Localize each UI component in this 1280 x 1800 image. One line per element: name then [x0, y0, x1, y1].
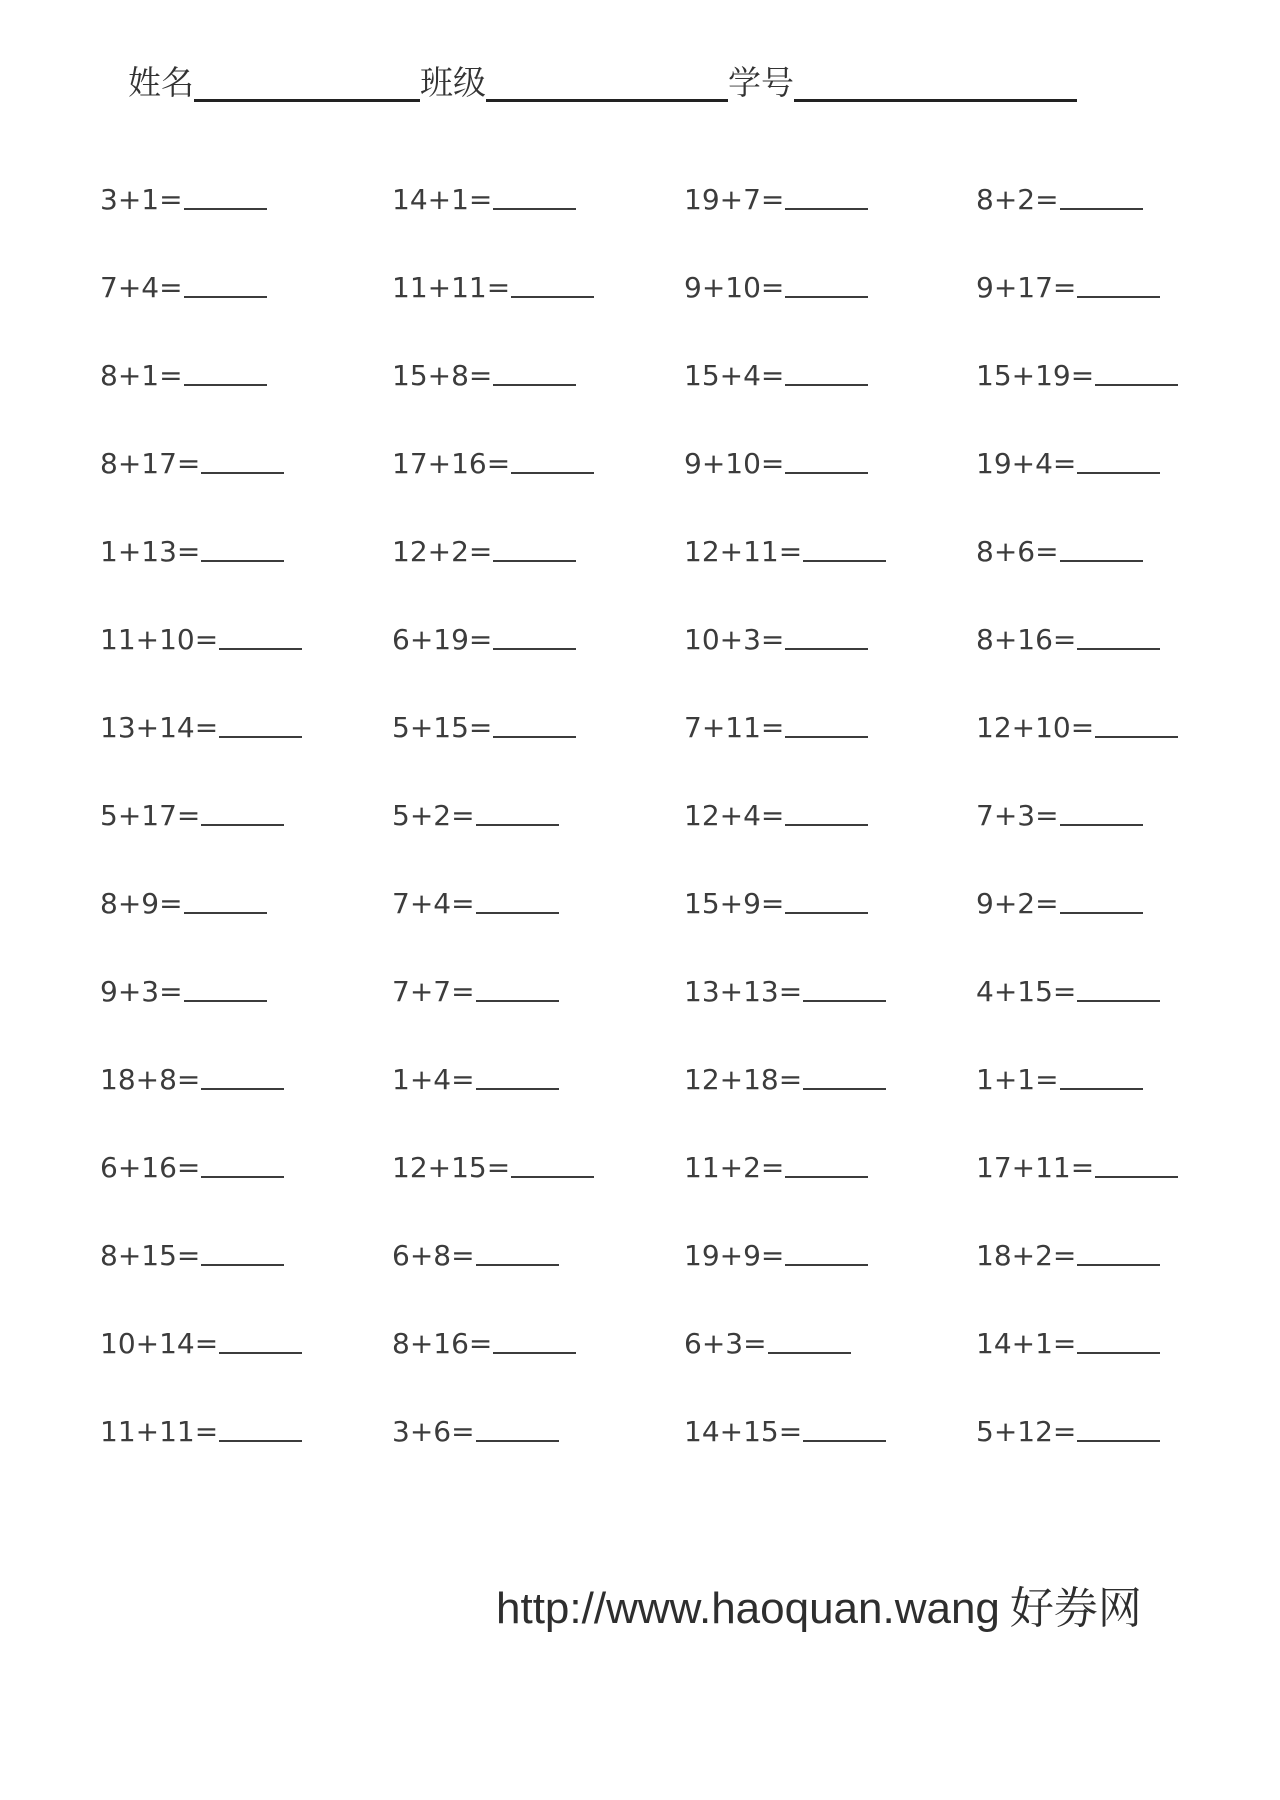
answer-blank[interactable] — [1095, 1175, 1178, 1178]
problem-item — [100, 1214, 392, 1272]
problem-expression: 3+6= — [392, 1415, 475, 1448]
problem-expression: 7+11= — [684, 711, 785, 744]
problem-item — [100, 598, 392, 656]
problem-expression: 12+18= — [684, 1063, 803, 1096]
answer-blank[interactable] — [1077, 647, 1160, 650]
problem-item — [392, 158, 684, 216]
problem-item — [684, 774, 976, 832]
problem-item — [100, 510, 392, 568]
problem-expression: 17+16= — [392, 447, 511, 480]
problem-item — [392, 862, 684, 920]
problem-expression: 11+11= — [392, 271, 511, 304]
problem-expression: 12+10= — [976, 711, 1095, 744]
problem-item — [100, 686, 392, 744]
problem-expression: 1+1= — [976, 1063, 1059, 1096]
answer-blank[interactable] — [803, 559, 886, 562]
problem-item — [392, 1302, 684, 1360]
answer-blank[interactable] — [219, 735, 302, 738]
answer-blank[interactable] — [511, 295, 594, 298]
answer-blank[interactable] — [201, 823, 284, 826]
problem-item — [976, 686, 1220, 744]
problem-expression: 6+8= — [392, 1239, 475, 1272]
problem-item — [976, 334, 1220, 392]
problem-expression: 11+2= — [684, 1151, 785, 1184]
problem-expression: 12+15= — [392, 1151, 511, 1184]
problem-expression: 15+8= — [392, 359, 493, 392]
problem-item — [100, 158, 392, 216]
problem-expression: 5+15= — [392, 711, 493, 744]
answer-blank[interactable] — [493, 647, 576, 650]
answer-blank[interactable] — [219, 647, 302, 650]
problem-item — [684, 862, 976, 920]
answer-blank[interactable] — [785, 295, 868, 298]
student-id-blank[interactable] — [794, 98, 1077, 102]
problem-expression: 11+10= — [100, 623, 219, 656]
problem-item — [684, 422, 976, 480]
answer-blank[interactable] — [803, 1087, 886, 1090]
answer-blank[interactable] — [785, 207, 868, 210]
problem-expression: 5+12= — [976, 1415, 1077, 1448]
answer-blank[interactable] — [476, 1439, 559, 1442]
problem-item — [392, 1214, 684, 1272]
class-blank[interactable] — [486, 98, 728, 102]
problem-expression: 5+2= — [392, 799, 475, 832]
problem-expression: 18+2= — [976, 1239, 1077, 1272]
problem-item — [976, 862, 1220, 920]
answer-blank[interactable] — [493, 383, 576, 386]
problem-expression: 7+7= — [392, 975, 475, 1008]
problem-item — [976, 950, 1220, 1008]
problem-item — [684, 1390, 976, 1448]
student-id-field — [728, 57, 1077, 104]
problem-item — [684, 334, 976, 392]
problem-expression: 14+1= — [976, 1327, 1077, 1360]
problem-item — [392, 598, 684, 656]
problem-expression: 1+4= — [392, 1063, 475, 1096]
problem-expression: 11+11= — [100, 1415, 219, 1448]
problem-item — [392, 686, 684, 744]
answer-blank[interactable] — [1077, 1439, 1160, 1442]
answer-blank[interactable] — [476, 911, 559, 914]
problem-item — [684, 1038, 976, 1096]
problem-expression: 19+7= — [684, 183, 785, 216]
answer-blank[interactable] — [476, 1263, 559, 1266]
problem-item — [976, 422, 1220, 480]
answer-blank[interactable] — [201, 1263, 284, 1266]
answer-blank[interactable] — [785, 735, 868, 738]
answer-blank[interactable] — [785, 911, 868, 914]
answer-blank[interactable] — [803, 999, 886, 1002]
problem-item — [100, 246, 392, 304]
problem-expression: 8+16= — [976, 623, 1077, 656]
class-field — [420, 57, 728, 104]
answer-blank[interactable] — [768, 1351, 851, 1354]
answer-blank[interactable] — [493, 559, 576, 562]
answer-blank[interactable] — [493, 207, 576, 210]
answer-blank[interactable] — [493, 1351, 576, 1354]
problem-expression: 8+15= — [100, 1239, 201, 1272]
footer-brand: 好券网 — [1009, 1583, 1142, 1634]
problem-expression: 14+1= — [392, 183, 493, 216]
answer-blank[interactable] — [785, 383, 868, 386]
problem-expression: 8+1= — [100, 359, 183, 392]
worksheet-header — [128, 58, 1077, 104]
answer-blank[interactable] — [184, 911, 267, 914]
answer-blank[interactable] — [184, 207, 267, 210]
problem-item — [684, 686, 976, 744]
problem-expression: 8+2= — [976, 183, 1059, 216]
problem-expression: 14+15= — [684, 1415, 803, 1448]
answer-blank[interactable] — [476, 823, 559, 826]
problem-item — [100, 1126, 392, 1184]
problem-item — [976, 774, 1220, 832]
problem-item — [392, 774, 684, 832]
problem-expression: 9+3= — [100, 975, 183, 1008]
answer-blank[interactable] — [201, 1175, 284, 1178]
answer-blank[interactable] — [1077, 295, 1160, 298]
answer-blank[interactable] — [1095, 735, 1178, 738]
answer-blank[interactable] — [785, 1263, 868, 1266]
answer-blank[interactable] — [511, 471, 594, 474]
name-blank[interactable] — [194, 98, 420, 102]
answer-blank[interactable] — [219, 1351, 302, 1354]
problem-expression: 3+1= — [100, 183, 183, 216]
answer-blank[interactable] — [511, 1175, 594, 1178]
student-id-label: 学号 — [728, 63, 794, 102]
class-label: 班级 — [420, 63, 486, 102]
problem-expression: 17+11= — [976, 1151, 1095, 1184]
problem-expression: 1+13= — [100, 535, 201, 568]
problem-item — [684, 1302, 976, 1360]
problem-item — [976, 1038, 1220, 1096]
problem-expression: 8+6= — [976, 535, 1059, 568]
problem-item — [392, 950, 684, 1008]
problem-item — [976, 158, 1220, 216]
answer-blank[interactable] — [476, 999, 559, 1002]
answer-blank[interactable] — [1060, 207, 1143, 210]
problem-item — [684, 1126, 976, 1184]
problem-expression: 9+10= — [684, 271, 785, 304]
problem-item — [684, 158, 976, 216]
problem-item — [976, 598, 1220, 656]
problem-expression: 13+14= — [100, 711, 219, 744]
problem-item — [684, 510, 976, 568]
answer-blank[interactable] — [201, 1087, 284, 1090]
problem-expression: 6+16= — [100, 1151, 201, 1184]
problem-item — [976, 246, 1220, 304]
problem-expression: 18+8= — [100, 1063, 201, 1096]
problem-expression: 8+9= — [100, 887, 183, 920]
problem-expression: 12+2= — [392, 535, 493, 568]
answer-blank[interactable] — [785, 823, 868, 826]
problem-item — [976, 510, 1220, 568]
problem-expression: 10+3= — [684, 623, 785, 656]
problem-item — [684, 598, 976, 656]
problem-expression: 7+4= — [392, 887, 475, 920]
problem-item — [392, 510, 684, 568]
problem-item — [100, 334, 392, 392]
problem-item — [392, 1390, 684, 1448]
problem-item — [392, 1126, 684, 1184]
answer-blank[interactable] — [201, 559, 284, 562]
problem-expression: 12+11= — [684, 535, 803, 568]
answer-blank[interactable] — [1095, 383, 1178, 386]
answer-blank[interactable] — [785, 471, 868, 474]
answer-blank[interactable] — [476, 1087, 559, 1090]
problem-expression: 15+4= — [684, 359, 785, 392]
answer-blank[interactable] — [201, 471, 284, 474]
problem-grid — [100, 158, 1220, 1478]
answer-blank[interactable] — [493, 735, 576, 738]
problem-expression: 9+2= — [976, 887, 1059, 920]
problem-expression: 9+10= — [684, 447, 785, 480]
problem-item — [976, 1390, 1220, 1448]
problem-expression: 6+19= — [392, 623, 493, 656]
answer-blank[interactable] — [184, 383, 267, 386]
problem-item — [684, 1214, 976, 1272]
problem-item — [392, 246, 684, 304]
answer-blank[interactable] — [1077, 471, 1160, 474]
answer-blank[interactable] — [785, 1175, 868, 1178]
problem-item — [684, 246, 976, 304]
problem-expression: 5+17= — [100, 799, 201, 832]
name-label: 姓名 — [128, 63, 194, 102]
problem-expression: 19+4= — [976, 447, 1077, 480]
answer-blank[interactable] — [803, 1439, 886, 1442]
answer-blank[interactable] — [1060, 911, 1143, 914]
answer-blank[interactable] — [1077, 1351, 1160, 1354]
problem-item — [100, 862, 392, 920]
problem-item — [100, 1390, 392, 1448]
problem-item — [100, 774, 392, 832]
answer-blank[interactable] — [219, 1439, 302, 1442]
answer-blank[interactable] — [1060, 823, 1143, 826]
footer-url: http://www.haoquan.wang — [496, 1584, 1000, 1633]
problem-item — [100, 1302, 392, 1360]
problem-expression: 12+4= — [684, 799, 785, 832]
answer-blank[interactable] — [1077, 1263, 1160, 1266]
problem-item — [100, 950, 392, 1008]
problem-expression: 15+9= — [684, 887, 785, 920]
problem-expression: 13+13= — [684, 975, 803, 1008]
answer-blank[interactable] — [1077, 999, 1160, 1002]
problem-item — [976, 1126, 1220, 1184]
problem-expression: 8+17= — [100, 447, 201, 480]
name-field — [128, 57, 420, 104]
problem-item — [392, 1038, 684, 1096]
answer-blank[interactable] — [184, 999, 267, 1002]
problem-expression: 4+15= — [976, 975, 1077, 1008]
problem-expression: 7+4= — [100, 271, 183, 304]
problem-expression: 6+3= — [684, 1327, 767, 1360]
problem-expression: 19+9= — [684, 1239, 785, 1272]
problem-item — [976, 1214, 1220, 1272]
problem-expression: 9+17= — [976, 271, 1077, 304]
problem-item — [684, 950, 976, 1008]
answer-blank[interactable] — [785, 647, 868, 650]
problem-item — [976, 1302, 1220, 1360]
problem-expression: 8+16= — [392, 1327, 493, 1360]
footer — [496, 1572, 1142, 1636]
answer-blank[interactable] — [184, 295, 267, 298]
answer-blank[interactable] — [1060, 559, 1143, 562]
problem-item — [392, 422, 684, 480]
problem-expression: 10+14= — [100, 1327, 219, 1360]
problem-item — [100, 1038, 392, 1096]
problem-expression: 15+19= — [976, 359, 1095, 392]
problem-expression: 7+3= — [976, 799, 1059, 832]
problem-item — [100, 422, 392, 480]
answer-blank[interactable] — [1060, 1087, 1143, 1090]
problem-item — [392, 334, 684, 392]
